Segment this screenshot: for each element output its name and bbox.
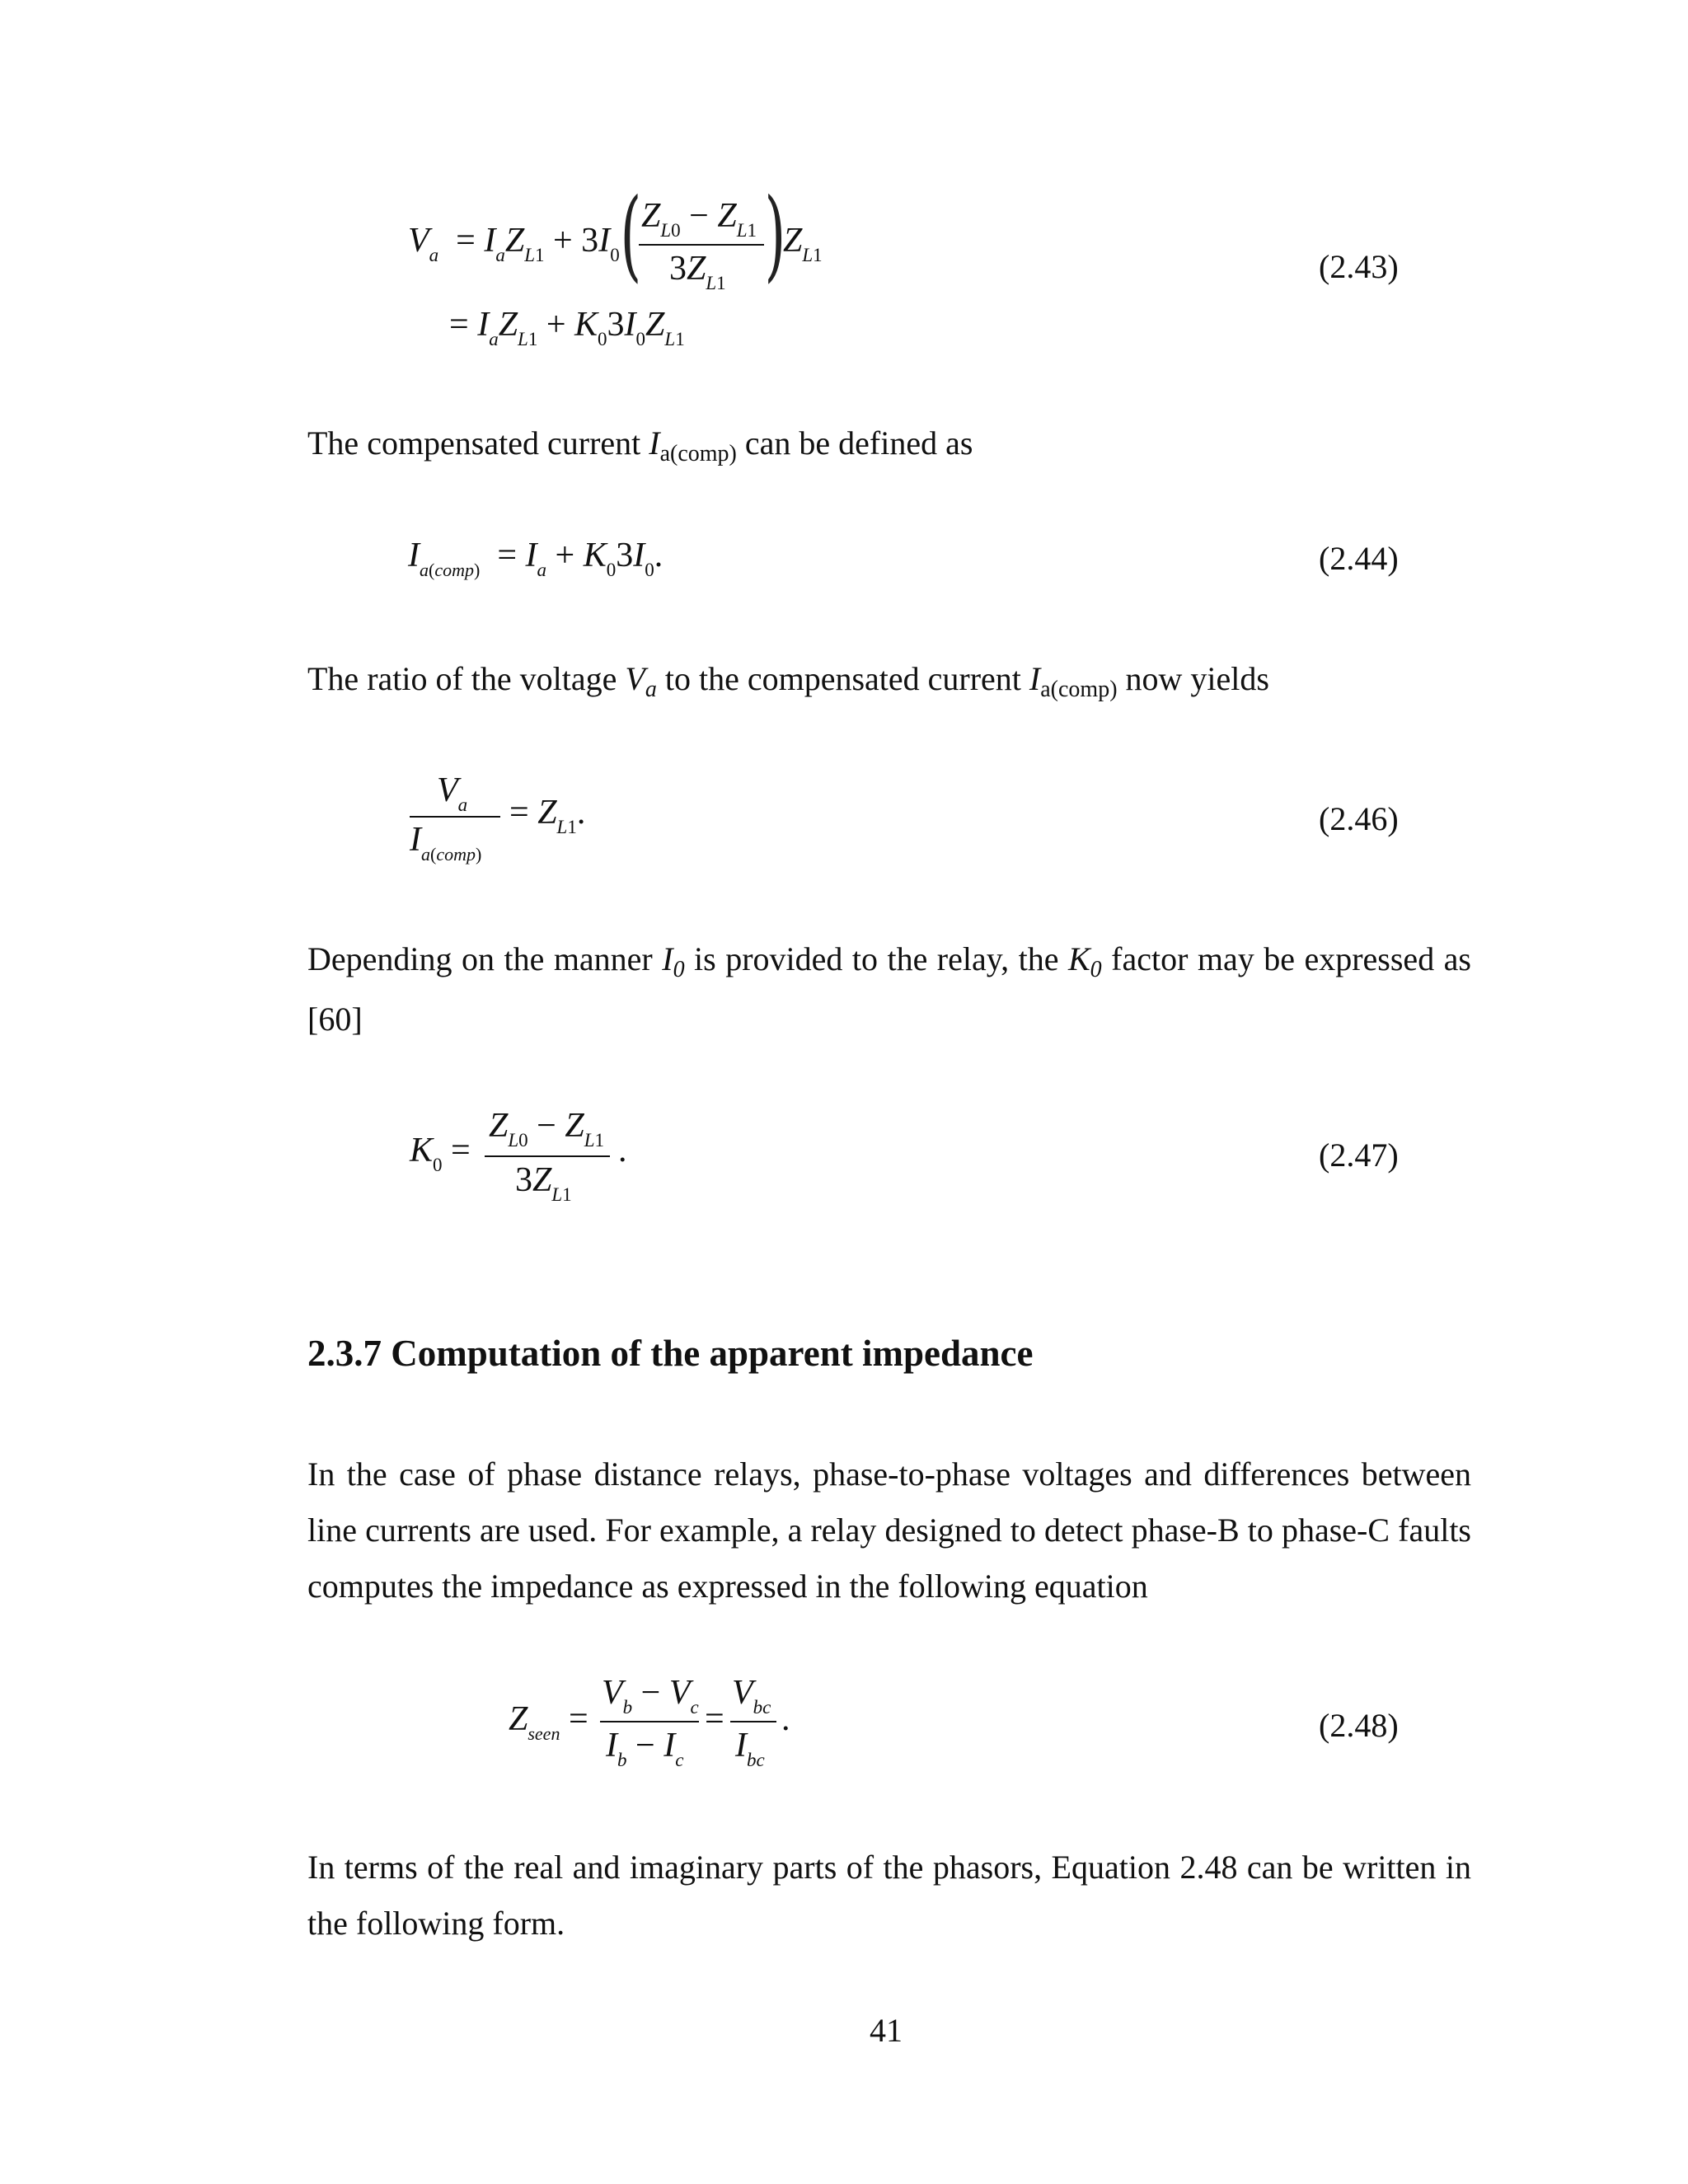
right-paren: ) xyxy=(764,178,786,293)
eq-2-47-denominator: $3Z_{L1}$ xyxy=(515,1161,572,1205)
eq-2-43-line1-tail: $Z_{L1}$ xyxy=(783,222,823,265)
eq-2-47-numerator: $Z_{L0} - Z_{L1}$ xyxy=(489,1107,604,1151)
paragraph-ratio: The ratio of the voltage $V_a$ to the compensated current $I_{a(comp)}$ now yields xyxy=(307,660,1269,702)
eq-2-48-equals: = xyxy=(705,1700,724,1738)
eq-2-48-fraction-bar-1 xyxy=(600,1721,699,1722)
eq-2-43-line1-lhs: $V_a = I_aZ_{L1} + 3I_0$ xyxy=(408,222,620,265)
eq-2-47-fraction-bar xyxy=(485,1155,610,1157)
equation-number: (2.48) xyxy=(1319,1707,1399,1744)
equation-number: (2.44) xyxy=(1319,540,1399,577)
eq-2-46-fraction-bar xyxy=(410,816,500,818)
section-heading: 2.3.7 Computation of the apparent impedance xyxy=(307,1333,1034,1374)
eq-2-43-numerator: $Z_{L0} - Z_{L1}$ xyxy=(641,197,757,241)
eq-2-43-fraction-bar xyxy=(639,244,764,246)
equation-number: (2.46) xyxy=(1319,800,1399,837)
eq-2-48-numerator-2: $V_{bc}$ xyxy=(732,1674,771,1718)
equation-number: (2.43) xyxy=(1319,248,1399,285)
eq-2-44-body: $I_{a(comp)} = I_a + K_03I_0$. xyxy=(408,537,663,580)
eq-2-43-denominator: $3Z_{L1}$ xyxy=(669,250,726,293)
paragraph-phase-distance: In the case of phase distance relays, phase-to-phase voltages and differences between line currents are used. For example, a relay designed to detect phase-B to phase-C faults computes the impedance as expressed in the following equation xyxy=(307,1455,1471,1605)
eq-2-47-period: . xyxy=(618,1132,627,1169)
eq-2-46-rhs: = $Z_{L1}$. xyxy=(509,794,586,837)
eq-2-48-denominator-1: $I_b - I_c$ xyxy=(606,1727,684,1770)
eq-2-48-denominator-2: $I_{bc}$ xyxy=(735,1727,765,1770)
eq-2-46-denominator: $I_{a(comp)}$ xyxy=(410,821,482,865)
eq-2-48-numerator-1: $V_b - V_c$ xyxy=(602,1674,699,1718)
eq-2-48-lhs: $Z_{seen}$ = xyxy=(509,1700,588,1744)
left-paren: ( xyxy=(620,178,642,293)
eq-2-46-numerator: $V_a$ xyxy=(437,771,468,815)
equation-number: (2.47) xyxy=(1319,1137,1399,1174)
eq-2-43-line2: = $I_aZ_{L1} + K_03I_0Z_{L1}$ xyxy=(449,306,685,349)
eq-2-48-fraction-bar-2 xyxy=(730,1721,776,1722)
paragraph-compensated-current: The compensated current $I_{a(comp)}$ can be defined as xyxy=(307,424,973,466)
page-number: 41 xyxy=(870,2012,903,2049)
paragraph-k0-factor: Depending on the manner $I_0$ is provided to the relay, the $K_0$ factor may be expressed as [60] xyxy=(307,940,1471,1038)
eq-2-48-period: . xyxy=(781,1700,790,1738)
paragraph-real-imaginary: In terms of the real and imaginary parts of the phasors, Equation 2.48 can be written in the following form. xyxy=(307,1849,1471,1942)
eq-2-47-lhs: $K_0$ = xyxy=(410,1132,471,1175)
